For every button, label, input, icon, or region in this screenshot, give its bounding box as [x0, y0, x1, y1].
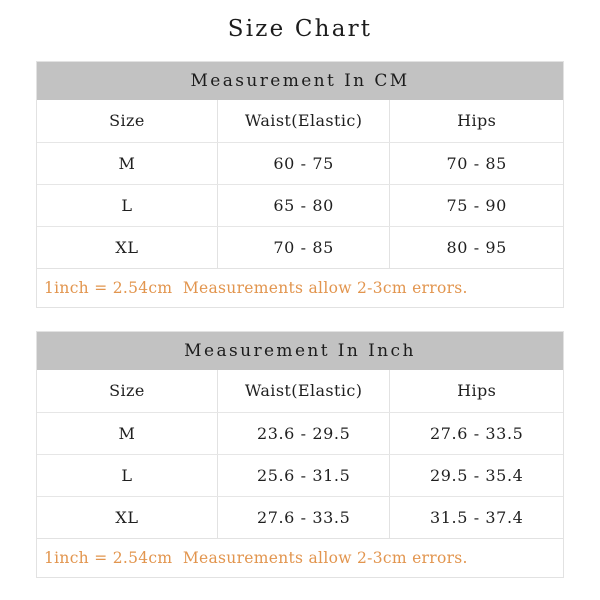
cell-hips: 80 - 95: [390, 227, 563, 269]
cell-size: XL: [37, 497, 217, 539]
table-band-row-cm: [37, 62, 563, 100]
table-row: [37, 143, 563, 185]
measurement-inch-table: [37, 332, 563, 538]
cell-hips: 29.5 - 35.4: [390, 455, 563, 497]
cell-hips: 27.6 - 33.5: [390, 413, 563, 455]
column-header-hips: Hips: [390, 370, 563, 413]
table-band-label-inch: Measurement In Inch: [37, 332, 563, 370]
cell-waist: 70 - 85: [217, 227, 390, 269]
table-row: [37, 455, 563, 497]
conversion-note-row-inch: [37, 538, 563, 577]
measurement-inch-table-block: [36, 331, 564, 578]
cell-size: M: [37, 413, 217, 455]
conversion-note-row-cm: [37, 268, 563, 307]
conversion-note-cm: 1inch = 2.54cm Measurements allow 2-3cm errors.: [44, 279, 468, 297]
column-header-hips: Hips: [390, 100, 563, 143]
table-row: [37, 413, 563, 455]
measurement-cm-table: [37, 62, 563, 268]
column-header-size: Size: [37, 370, 217, 413]
column-header-size: Size: [37, 100, 217, 143]
table-row: [37, 227, 563, 269]
cell-waist: 23.6 - 29.5: [217, 413, 390, 455]
table-row: [37, 185, 563, 227]
cell-size: L: [37, 455, 217, 497]
conversion-note-inch: 1inch = 2.54cm Measurements allow 2-3cm errors.: [44, 549, 468, 567]
cell-waist: 65 - 80: [217, 185, 390, 227]
cell-waist: 25.6 - 31.5: [217, 455, 390, 497]
cell-waist: 27.6 - 33.5: [217, 497, 390, 539]
table-row: [37, 497, 563, 539]
measurement-cm-table-block: [36, 61, 564, 308]
cell-size: L: [37, 185, 217, 227]
table-header-row-cm: [37, 100, 563, 143]
cell-hips: 75 - 90: [390, 185, 563, 227]
cell-hips: 31.5 - 37.4: [390, 497, 563, 539]
cell-size: M: [37, 143, 217, 185]
table-band-label-cm: Measurement In CM: [37, 62, 563, 100]
column-header-waist: Waist(Elastic): [217, 370, 390, 413]
table-header-row-inch: [37, 370, 563, 413]
cell-size: XL: [37, 227, 217, 269]
cell-waist: 60 - 75: [217, 143, 390, 185]
page-title: Size Chart: [227, 16, 373, 42]
column-header-waist: Waist(Elastic): [217, 100, 390, 143]
cell-hips: 70 - 85: [390, 143, 563, 185]
table-band-row-inch: [37, 332, 563, 370]
